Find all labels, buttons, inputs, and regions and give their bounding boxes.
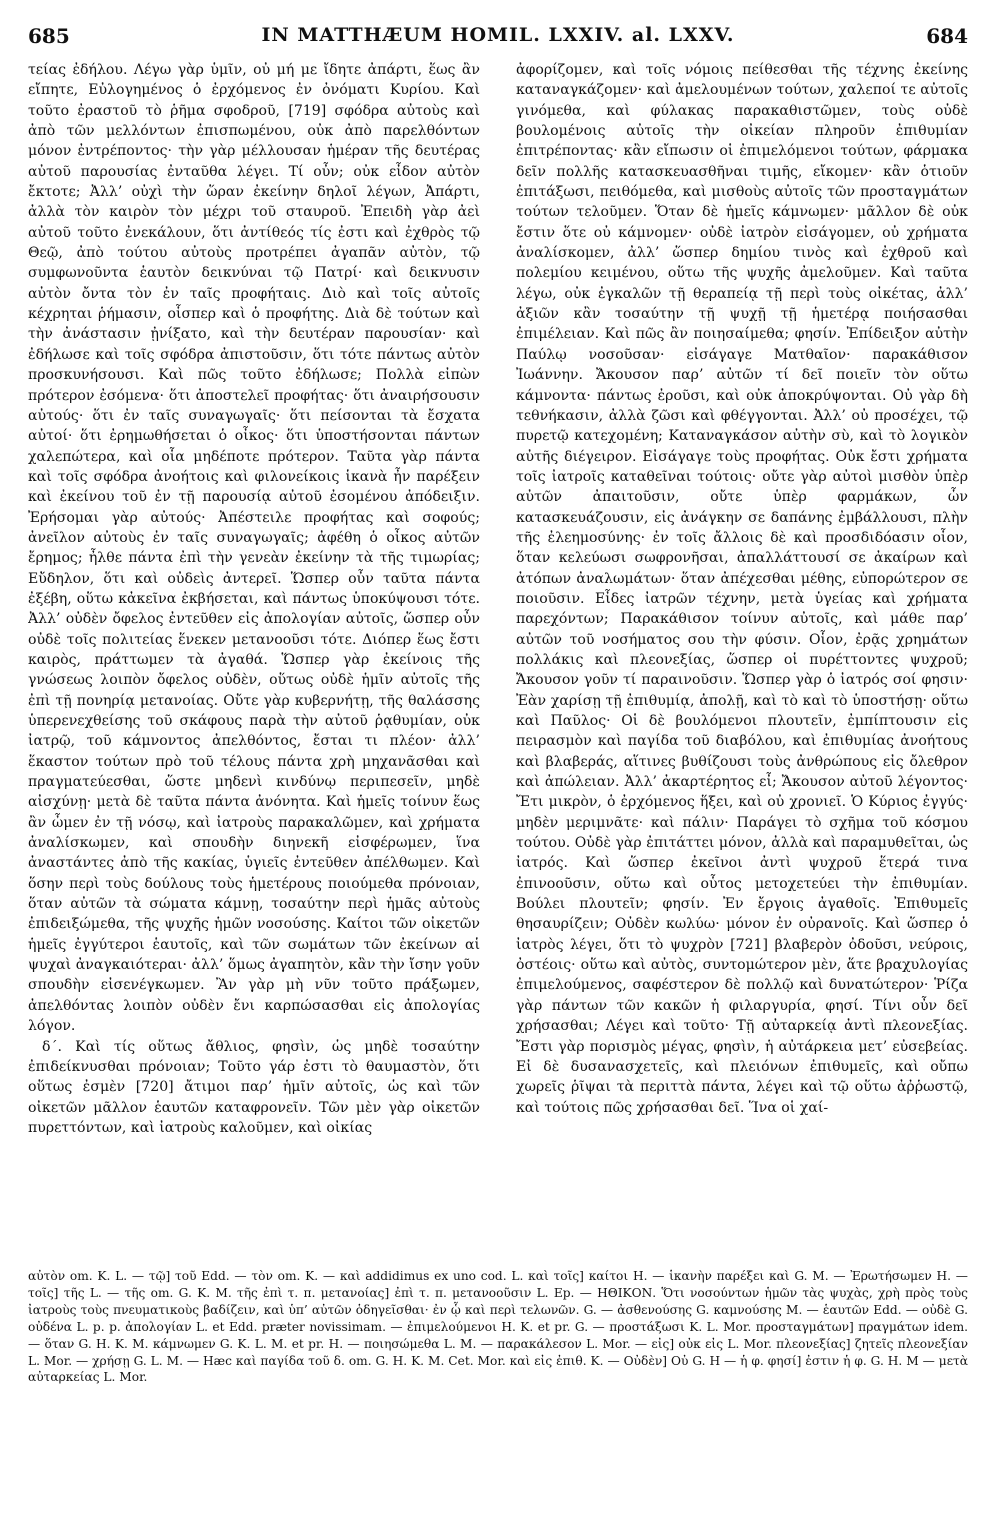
footnotes [28,1268,968,1526]
left-paragraph: δ΄. Καὶ τίς οὕτως ἄθλιος, φησὶν, ὡς μηδὲ τοσαύτην ἐπιδείκνυσθαι πρόνοιαν; Τοῦτο γάρ ἐστι τὸ θαυμαστὸν, ὅτι οὕτως ἐσμὲν [720] ἄτιμοι παρ’ ἡμῖν αὐτοῖς, ὡς καὶ τῶν οἰκετῶν μᾶλλον ἑαυτῶν καταφρονεῖν. Τῶν μὲν γὰρ οἰκετῶν πυρεττόντων, καὶ ἰατροὺς καλοῦμεν, καὶ οἰκίας [28,1038,480,1136]
page-number-right: 684 [926,24,968,48]
footnote-text: αὐτὸν om. K. L. — τῷ] τοῦ Edd. — τὸν om. K. — καὶ addidimus ex uno cod. L. καὶ τοῖς] καίτοι H. — ἱκανὴν παρέξει καὶ G. M. — Ἐρωτήσωμεν H. — τοῖς] τῆς L. — τῆς om. G. K. M. τῆς ἐπὶ τ. π. μετανοίας] ἐπὶ τ. π. μετανοοῦσιν L. Ep. — ΗΘΙΚΟΝ. Ὅτι νοσούντων ἡμῶν τὰς ψυχὰς, χρὴ πρὸς τοὺς ἰατροὺς τοὺς πνευματικοὺς βαδίζειν, καὶ ὑπ’ αὐτῶν ὁδηγεῖσθαι· ἐν ᾧ καὶ περὶ τελωνῶν. G. — ἀσθενούσης G. καμνούσης M. — ἑαυτῶν Edd. — οὐδὲ G. οὐδένα L. p. p. ἀπολογίαν L. et Edd. præter novissimam. — ἐπιμελούμενοι H. K. et pr. G. — προστάξωσι K. L. Mor. προσταγμάτων] πραγμάτων idem. — ὅταν G. H. K. M. κάμνωμεν G. K. L. M. et pr. H. — ποιησώμεθα L. M. — παρακάλεσον L. Mor. — εἰς] οὐκ εἰς L. Mor. πλεονεξίας] ζητεῖς πλεονεξίαν L. Mor. — χρήσῃ G. L. M. — Hæc καὶ παγίδα τοῦ δ. om. G. H. K. M. Cet. Mor. καὶ εἰς ἐπιθ. K. — Οὐδὲν] Οὐ G. H — ἡ φ. φησί] ἐστιν ἡ φ. G. H. M — μετὰ αὐταρκείας L. Mor. [28,1269,968,1385]
page-number-left: 685 [28,24,70,48]
text-columns [28,60,968,1254]
right-column [516,60,968,1254]
running-title: IN MATTHÆUM HOMIL. LXXIV. al. LXXV. [261,24,735,46]
right-paragraph: ἀφορίζομεν, καὶ τοῖς νόμοις πείθεσθαι τῆς τέχνης ἐκείνης καταναγκάζομεν· καὶ ἀμελουμένων τούτων, χαλεποί τε αὐτοῖς γινόμεθα, καὶ φύλακας παρακαθιστῶμεν, τοὺς οὐδὲ βουλομένοις αὐτοῖς τὴν οἰκείαν πληροῦν ἐπιθυμίαν ἐπιτρέποντας· κἂν εἴπωσιν οἱ ἐπιμελόμενοι τούτων, φάρμακα δεῖν πολλῆς κατασκευασθῆναι τιμῆς, εἴκομεν· κἂν ὁτιοῦν ἐπιτάξωσι, πειθόμεθα, καὶ μισθοὺς αὐτοῖς τῶν προσταγμάτων τούτων τελοῦμεν. Ὅταν δὲ ἡμεῖς κάμνωμεν· μᾶλλον δὲ οὐκ ἔστιν ὅτε οὐ κάμνομεν· οὐδὲ ἰατρὸν εἰσάγομεν, οὐ χρήματα ἀναλίσκομεν, ἀλλ’ ὥσπερ δημίου τινὸς καὶ ἐχθροῦ καὶ πολεμίου κειμένου, οὕτω τῆς ψυχῆς ἀμελοῦμεν. Καὶ ταῦτα λέγω, οὐκ ἐγκαλῶν τῇ θεραπείᾳ τῇ περὶ τοὺς οἰκέτας, ἀλλ’ ἀξιῶν κἂν τοσαύτην τῇ ψυχῇ τῇ ἡμετέρᾳ ποιήσασθαι ἐπιμέλειαν. Καὶ πῶς ἂν ποιησαίμεθα; φησίν. Ἐπίδειξον αὐτὴν Παύλῳ νοσοῦσαν· εἰσάγαγε Ματθαῖον· παρακάθισον Ἰωάννην. Ἄκουσον παρ’ αὐτῶν τί δεῖ ποιεῖν τὸν οὕτω κάμνοντα· πάντως ἐροῦσι, καὶ οὐκ ἀποκρύψονται. Οὐ γὰρ δὴ τεθνήκασιν, ἀλλὰ ζῶσι καὶ φθέγγονται. Ἀλλ’ οὐ προσέχει, τῷ πυρετῷ κατεχομένη; Καταναγκάσον αὐτὴν σὺ, καὶ τὸ λογικὸν αὐτῆς διέγειρον. Εἰσάγαγε τοὺς προφήτας. Οὐκ ἔστι χρήματα τοῖς ἰατροῖς καταθεῖναι τούτοις· οὔτε γὰρ αὐτοὶ μισθὸν ὑπὲρ αὐτῶν ἀπαιτοῦσιν, οὔτε ὑπὲρ φαρμάκων, ὧν κατασκευάζουσιν, εἰς ἀνάγκην σε δαπάνης ἐμβάλλουσι, πλὴν τῆς ἐλεημοσύνης· ἐν τοῖς ἄλλοις δὲ καὶ προσδιδόασιν οἷον, ὅταν κελεύωσι σωφρονῆσαι, ἀπαλλάττουσί σε ἀκαίρων καὶ ἀτόπων ἀναλωμάτων· ὅταν ἀπέχεσθαι μέθης, εὐπορώτερον σε ποιοῦσιν. Εἶδες ἰατρῶν τέχνην, μετὰ ὑγείας καὶ χρήματα παρεχόντων; Παρακάθισον τοίνυν αὐτοῖς, καὶ μάθε παρ’ αὐτῶν τοῦ νοσήματος σου τὴν φύσιν. Οἷον, ἐρᾷς χρημάτων πολλάκις καὶ πλεονεξίας, ὥσπερ οἱ πυρέττοντες ψυχροῦ; Ἄκουσον γοῦν τί παραινοῦσιν. Ὥσπερ γὰρ ὁ ἰατρός σοί φησιν· Ἐὰν χαρίσῃ τῇ ἐπιθυμίᾳ, ἀπολῇ, καὶ τὸ καὶ τὸ ὑποστήσῃ· οὕτω καὶ Παῦλος· Οἱ δὲ βουλόμενοι πλουτεῖν, ἐμπίπτουσιν εἰς πειρασμὸν καὶ παγίδα τοῦ διαβόλου, καὶ ἐπιθυμίας ἀνοήτους καὶ βλαβεράς, αἵτινες βυθίζουσι τοὺς ἀνθρώπους εἰς ὄλεθρον καὶ ἀπώλειαν. Ἀλλ’ ἀκαρτέρητος εἶ; Ἄκουσον αὐτοῦ λέγοντος· Ἔτι μικρὸν, ὁ ἐρχόμενος ἥξει, καὶ οὐ χρονιεῖ. Ὁ Κύριος ἐγγύς· μηδὲν μεριμνᾶτε· καὶ πάλιν· Παράγει τὸ σχῆμα τοῦ κόσμου τούτου. Οὐδὲ γὰρ ἐπιτάττει μόνον, ἀλλὰ καὶ παραμυθεῖται, ὡς ἰατρός. Καὶ ὥσπερ ἐκεῖνοι ἀντὶ ψυχροῦ ἕτερά τινα ἐπινοοῦσιν, οὕτω καὶ οὗτος μετοχετεύει τὴν ἐπιθυμίαν. Βούλει πλουτεῖν; φησίν. Ἐν ἔργοις ἀγαθοῖς. Ἐπιθυμεῖς θησαυρίζειν; Οὐδὲν κωλύω· μόνον ἐν οὐρανοῖς. Καὶ ὥσπερ ὁ ἰατρὸς λέγει, ὅτι τὸ ψυχρὸν [721] βλαβερὸν ὀδοῦσι, νεύροις, ὀστέοις· οὕτω καὶ αὐτὸς, συντομώτερον μὲν, ἅτε βραχυλογίας ἐπιμελούμενος, σαφέστερον δὲ πολλῷ καὶ δυνατώτερον· Ῥίζα γὰρ πάντων τῶν κακῶν ἡ φιλαργυρία, φησί. Τίνι οὖν δεῖ χρήσασθαι; Λέγει καὶ τοῦτο· Τῇ αὐταρκείᾳ ἀντὶ πλεονεξίας. Ἔστι γὰρ πορισμὸς μέγας, φησὶν, ἡ αὐτάρκεια μετ’ εὐσεβείας. Εἰ δὲ δυσανασχετεῖς, καὶ πλειόνων ἐπιθυμεῖς, καὶ οὔπω χωρεῖς ῥῖψαι τὰ περιττὰ πάντα, λέγει καὶ τῷ οὕτω ἀῤῥωστῷ, καὶ τούτοις πῶς χρήσασθαι δεῖ. Ἵνα οἱ χαί- [516,62,968,1116]
left-column [28,60,480,1254]
page [28,18,968,1528]
left-paragraph: τείας ἐδήλου. Λέγω γὰρ ὑμῖν, οὐ μή με ἴδητε ἀπάρτι, ἕως ἂν εἴπητε, Εὐλογημένος ὁ ἐρχόμενος ἐν ὀνόματι Κυρίου. Καὶ τοῦτο ἐραστοῦ τὸ ῥῆμα σφοδροῦ, [719] σφόδρα αὐτοὺς καὶ ἀπὸ τῶν μελλόντων ἐπισπωμένου, οὐκ ἀπὸ παρελθόντων μόνον ἐντρέποντος· τὴν γὰρ μέλλουσαν ἡμέραν τῆς δευτέρας αὐτοῦ παρουσίας ἐνταῦθα λέγει. Τί οὖν; οὐκ εἶδον αὐτὸν ἔκτοτε; Ἀλλ’ οὐχὶ τὴν ὥραν ἐκείνην δηλοῖ λέγων, Ἀπάρτι, ἀλλὰ τὸν καιρὸν τὸν μέχρι τοῦ σταυροῦ. Ἐπειδὴ γὰρ ἀεὶ αὐτοῦ τοῦτο ἐνεκάλουν, ὅτι ἀντίθεός τίς ἐστι καὶ ἐχθρὸς τῷ Θεῷ, ἀπὸ τούτου αὐτοὺς προτρέπει ἀγαπᾶν αὐτὸν, τῷ συμφωνοῦντα ἑαυτὸν δεικνύναι τῷ Πατρί· καὶ δεικνυσιν αὐτὸν ὄντα τὸν ἐν ταῖς προφήταις. Διὸ καὶ τοῖς αὐτοῖς κέχρηται ῥήμασιν, οἷσπερ καὶ ὁ προφήτης. Διὰ δὲ τούτων καὶ τὴν ἀνάστασιν ᾐνίξατο, καὶ τὴν δευτέραν παρουσίαν· καὶ ἐδήλωσε καὶ τοῖς σφόδρα ἀπιστοῦσιν, ὅτι τότε πάντως αὐτὸν προσκυνήσουσι. Καὶ πῶς τοῦτο ἐδήλωσε; Πολλὰ εἰπὼν πρότερον ἐσόμενα· ὅτι ἀποστελεῖ προφήτας· ὅτι ἀναιρήσουσιν αὐτούς· ὅτι ἐν ταῖς συναγωγαῖς· ὅτι πείσονται τὰ ἔσχατα αὐτοί· ὅτι ἐρημωθήσεται ὁ οἶκος· ὅτι ὑποστήσονται πάντων χαλεπώτερα, καὶ οἷα μηδέποτε πρότερον. Ταῦτα γὰρ πάντα καὶ τοῖς σφόδρα ἀνοήτοις καὶ φιλονείκοις ἱκανὰ ἦν παρέξειν καὶ ἐκείνου τοῦ ἐν τῇ παρουσίᾳ αὐτοῦ ἐσομένου ἀπόδειξιν. Ἐρήσομαι γὰρ αὐτούς· Ἀπέστειλε προφήτας καὶ σοφούς; ἀνεῖλον αὐτοὺς ἐν ταῖς συναγωγαῖς; ἀφέθη ὁ οἶκος αὐτῶν ἔρημος; ἦλθε πάντα ἐπὶ τὴν γενεὰν ἐκείνην τὰ τῆς τιμωρίας; Εὔδηλον, ὅτι καὶ οὐδεὶς ἀντερεῖ. Ὥσπερ οὖν ταῦτα πάντα ἐξέβη, οὕτω κἀκεῖνα ἐκβήσεται, καὶ πάντως ὑποκύψουσι τότε. Ἀλλ’ οὐδὲν ὄφελος ἐντεῦθεν εἰς ἀπολογίαν αὐτοῖς, ὥσπερ οὖν οὐδὲ τοῖς πολιτείας ἕνεκεν μετανοοῦσι τότε. Διόπερ ἕως ἔστι καιρὸς, πράττωμεν τὰ ἀγαθά. Ὥσπερ γὰρ ἐκείνοις τῆς γνώσεως λοιπὸν ὄφελος οὐδὲν, οὕτως οὐδὲ ἡμῖν αὐτοῖς τῆς ἐπὶ τῇ πονηρίᾳ μετανοίας. Οὔτε γὰρ κυβερνήτῃ, τῆς θαλάσσης ὑπερενεχθείσης τοῦ σκάφους παρὰ τὴν αὐτοῦ ῥᾳθυμίαν, οὐκ ἰατρῷ, τοῦ κάμνοντος ἀπελθόντος, ἔσται τι πλέον· ἀλλ’ ἕκαστον τούτων πρὸ τοῦ τέλους πάντα χρὴ μηχανᾶσθαι καὶ πραγματεύεσθαι, ὥστε μηδενὶ κινδύνῳ περιπεσεῖν, μηδὲ αἰσχύνῃ· μετὰ δὲ ταῦτα πάντα ἀνόνητα. Καὶ ἡμεῖς τοίνυν ἕως ἂν ὦμεν ἐν τῇ νόσῳ, καὶ ἰατροὺς παρακαλῶμεν, καὶ χρήματα ἀναλίσκωμεν, καὶ σπουδὴν διηνεκῆ εἰσφέρωμεν, ἵνα ἀναστάντες ἀπὸ τῆς κακίας, ὑγιεῖς ἐντεῦθεν ἀπέλθωμεν. Καὶ ὅσην περὶ τοὺς δούλους τοὺς ἡμετέρους ποιούμεθα πρόνοιαν, ὅταν αὐτῶν τὰ σώματα κάμνῃ, τοσαύτην περὶ ἡμᾶς αὐτοὺς ἐπιδειξώμεθα, τῆς ψυχῆς ἡμῶν νοσούσης. Καίτοι τῶν οἰκετῶν ἡμεῖς ἐγγύτεροι ἑαυτοῖς, καὶ τῶν σωμάτων τῶν ἐκείνων αἱ ψυχαὶ ἀναγκαιότεραι· ἀλλ’ ὅμως ἀγαπητὸν, κἂν τὴν ἴσην γοῦν σπουδὴν εἰσενέγκωμεν. Ἂν γὰρ μὴ νῦν τοῦτο πράξωμεν, ἀπελθόντας λοιπὸν οὐδὲν ἔνι καρπώσασθαι εἰς ἀπολογίας λόγον. [28,62,480,1035]
page-header [28,18,968,56]
